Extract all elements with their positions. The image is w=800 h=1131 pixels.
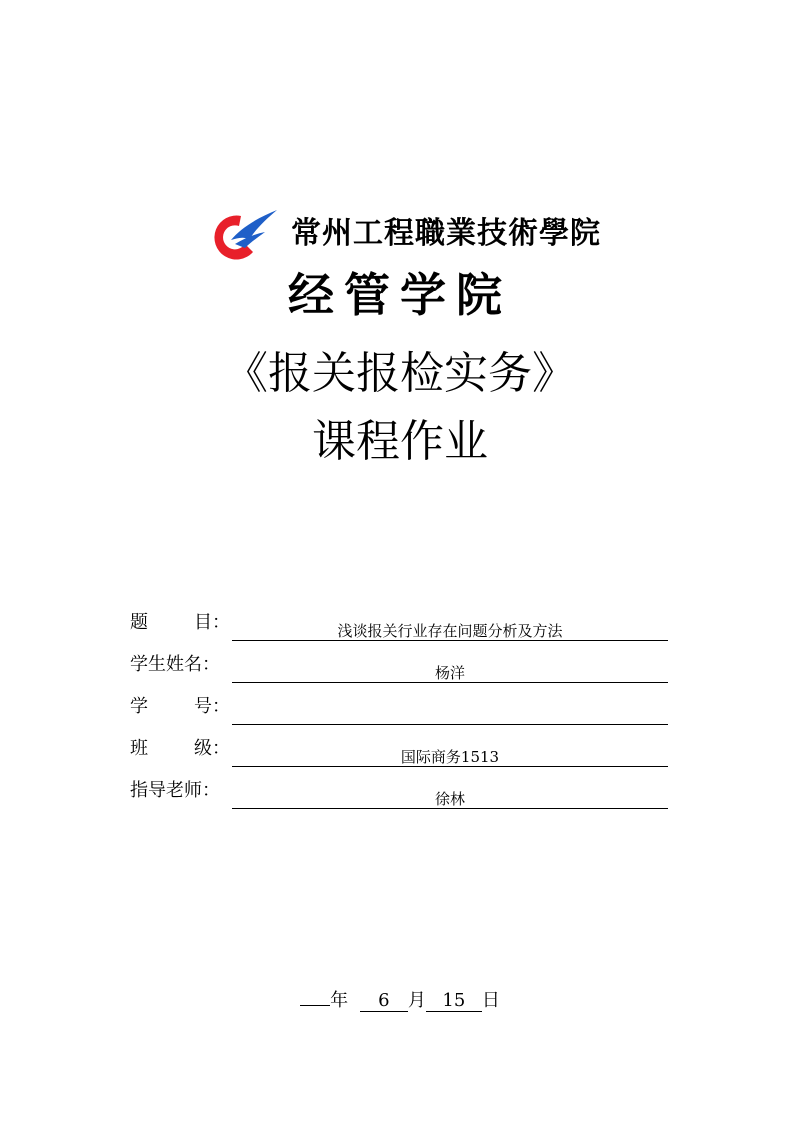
topic-value: 浅谈报关行业存在问题分析及方法 [337, 622, 563, 640]
student-name-label: 学生姓名： [130, 654, 220, 675]
class-value: 国际商务1513 [400, 748, 500, 766]
topic-label: 题 目： [130, 612, 230, 633]
date-row [0, 990, 800, 1012]
student-id-underline [232, 724, 668, 725]
school-name: 常州工程職業技術學院 [291, 216, 601, 251]
student-name-value: 杨洋 [434, 664, 465, 682]
advisor-underline [232, 808, 668, 809]
course-title: 《报关报检实务》 [224, 348, 576, 399]
month-unit: 月 [407, 990, 426, 1011]
month-blank: 6 [360, 991, 408, 1012]
student-name-underline [232, 682, 668, 683]
class-underline [232, 766, 668, 767]
topic-field [130, 612, 670, 646]
student-name-field [130, 654, 670, 688]
day-blank: 15 [426, 991, 482, 1012]
school-logo-row [205, 206, 625, 262]
year-unit: 年 [330, 990, 349, 1011]
school-emblem-icon [205, 206, 277, 262]
day-unit: 日 [481, 990, 500, 1011]
year-blank [300, 1005, 330, 1006]
student-id-label: 学 号： [130, 696, 230, 717]
student-id-field [130, 696, 670, 730]
advisor-value: 徐林 [434, 790, 465, 808]
topic-underline [232, 640, 668, 641]
advisor-label: 指导老师： [130, 780, 220, 801]
advisor-field [130, 780, 670, 814]
department-title: 经管学院 [288, 268, 512, 322]
class-label: 班 级： [130, 738, 230, 759]
class-field [130, 738, 670, 772]
homework-title: 课程作业 [312, 416, 488, 467]
